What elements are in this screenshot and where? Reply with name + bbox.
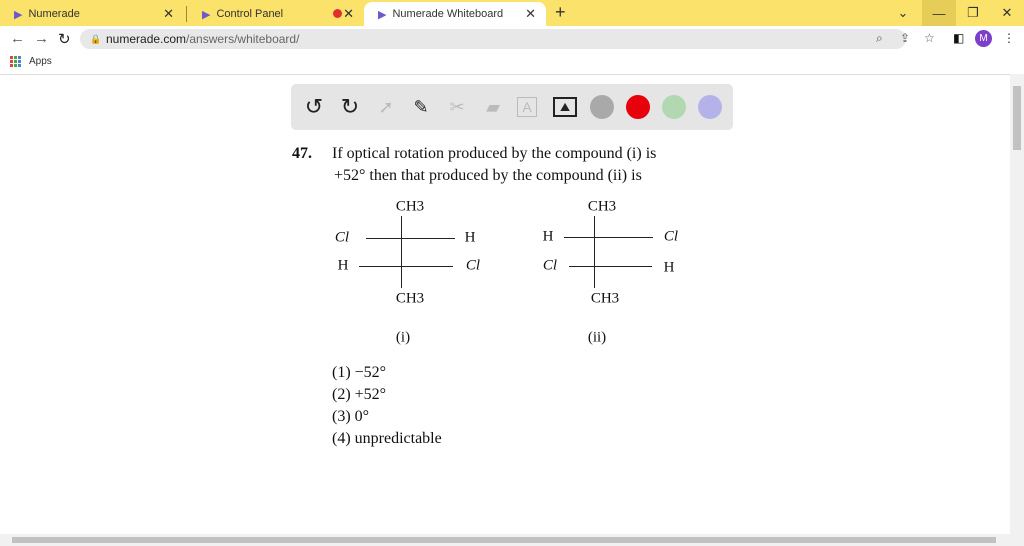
restore-button[interactable]: ❐ [967,5,979,20]
numerade-logo-icon: ▶ [378,8,387,21]
question-line-2: +52° then that produced by the compound (ii) is [334,167,642,184]
undo-icon[interactable]: ↺ [304,94,324,119]
bottom-group: CH3 [590,290,620,307]
new-tab-button[interactable]: + [555,2,566,22]
tab-divider [186,6,187,22]
horizontal-bond [564,237,653,238]
bookmark-star-icon[interactable]: ☆ [924,31,935,45]
pen-icon[interactable]: ✎ [413,96,429,117]
tab-search-chevron-down-icon[interactable]: ⌄ [897,5,909,20]
zoom-icon[interactable]: ⌕ [876,31,883,45]
forward-button[interactable]: → [34,30,49,47]
left-group-1: H [542,228,554,245]
eraser-icon[interactable]: ▰ [486,96,500,117]
text-icon[interactable]: A [517,97,537,117]
right-group-1: Cl [663,228,679,245]
close-window-button[interactable]: ✕ [1001,5,1013,20]
caption: (i) [395,329,411,346]
left-group-2: H [337,257,349,274]
lock-icon: 🔒 [90,34,102,44]
left-group-2: Cl [542,257,558,274]
option-2: (2) +52° [332,386,387,403]
top-group: CH3 [395,198,425,215]
whiteboard-toolbar [291,84,733,130]
minimize-button[interactable]: — [922,0,956,26]
option-1: (1) −52° [332,364,387,381]
question-number: 47. [292,145,312,162]
redo-icon[interactable]: ↻ [340,94,360,119]
vertical-bond [594,216,595,288]
tools-icon[interactable]: ✂ [449,96,465,117]
whiteboard-canvas[interactable] [0,74,1010,534]
numerade-logo-icon: ▶ [14,8,23,21]
recording-icon [333,9,342,18]
avatar[interactable]: M [975,30,992,47]
left-group-1: Cl [334,229,350,246]
color-gray-swatch[interactable] [590,95,614,119]
scrollbar-thumb[interactable] [12,537,996,543]
bottom-group: CH3 [395,290,425,307]
tab-bar [0,0,1024,26]
side-panel-icon[interactable]: ◧ [953,31,965,45]
tab-control-panel[interactable]: ▶ Control Panel ✕ [202,6,354,21]
menu-icon[interactable]: ⋮ [1003,31,1015,45]
close-tab-icon[interactable]: ✕ [525,6,536,21]
vertical-bond [401,216,402,288]
close-tab-icon[interactable]: ✕ [343,6,354,21]
right-group-2: Cl [465,257,481,274]
horizontal-bond [359,266,453,267]
tab-numerade[interactable]: ▶ Numerade ✕ [14,6,174,21]
vertical-scrollbar[interactable] [1010,74,1024,534]
back-button[interactable]: ← [10,30,25,47]
right-group-2: H [663,259,675,276]
select-icon[interactable]: ➚ [378,96,394,117]
color-green-swatch[interactable] [662,95,686,119]
tab-numerade-whiteboard[interactable]: ▶ Numerade Whiteboard ✕ [364,2,546,26]
url-input[interactable]: 🔒 numerade.com/answers/whiteboard/ [80,29,906,49]
right-group-1: H [464,229,476,246]
option-4: (4) unpredictable [332,430,442,447]
color-purple-swatch[interactable] [698,95,722,119]
question-line-1: If optical rotation produced by the compound (i) is [332,145,657,162]
apps-grid-icon [10,56,21,67]
numerade-logo-icon: ▶ [202,8,211,21]
color-red-swatch[interactable] [626,95,650,119]
top-group: CH3 [587,198,617,215]
bookmark-apps[interactable]: Apps [10,56,52,67]
horizontal-scrollbar[interactable] [0,534,1024,546]
close-tab-icon[interactable]: ✕ [163,6,174,21]
horizontal-bond [569,266,652,267]
image-icon[interactable]: ⛰ [553,97,577,117]
caption: (ii) [587,329,607,346]
scrollbar-thumb[interactable] [1013,86,1021,150]
share-icon[interactable]: ⇪ [900,31,911,45]
reload-button[interactable]: ↻ [58,31,71,48]
option-3: (3) 0° [332,408,370,425]
horizontal-bond [366,238,455,239]
